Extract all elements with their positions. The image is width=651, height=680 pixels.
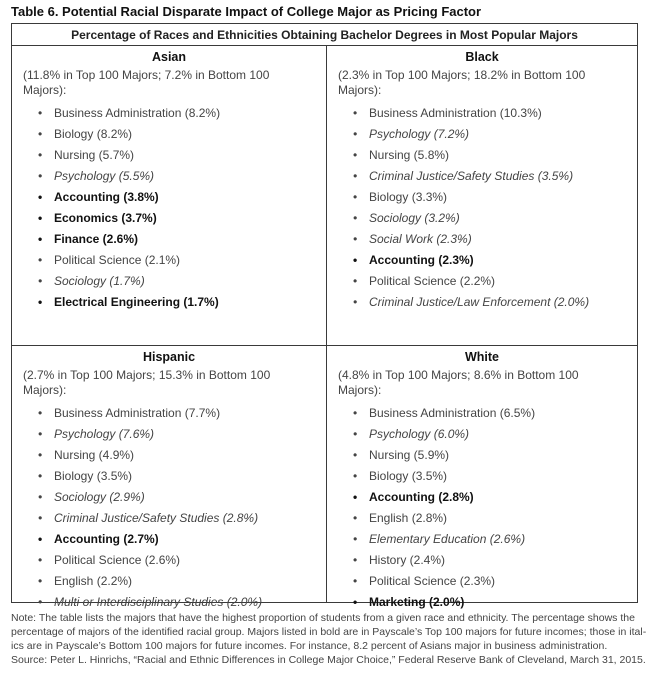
bullet-icon: •: [353, 427, 358, 441]
group-summary: (4.8% in Top 100 Majors; 8.6% in Bottom 100 Majors):: [338, 368, 579, 397]
bullet-icon: •: [38, 169, 43, 183]
major-label: Nursing (4.9%): [54, 448, 135, 462]
bullet-icon: •: [38, 574, 43, 588]
bullet-icon: •: [38, 106, 43, 120]
bullet-icon: •: [353, 532, 358, 546]
majors-table: [11, 23, 638, 609]
group-cell-hispanic: [12, 346, 327, 609]
bullet-icon: •: [353, 574, 358, 588]
major-label: Biology (8.2%): [54, 127, 133, 141]
major-label: Elementary Education (2.6%): [369, 532, 526, 546]
major-label: Political Science (2.1%): [54, 253, 181, 267]
majors-list: [38, 103, 322, 313]
bullet-icon: •: [353, 595, 358, 609]
group-cell-asian: [12, 46, 327, 346]
bullet-icon: •: [38, 211, 43, 225]
major-label: Accounting (2.3%): [369, 253, 474, 267]
table-title: Table 6. Potential Racial Disparate Impact of College Major as Pricing Factor: [11, 4, 482, 19]
major-item: [353, 592, 633, 613]
major-label: Business Administration (8.2%): [54, 106, 221, 120]
bullet-icon: •: [38, 427, 43, 441]
bullet-icon: •: [353, 127, 358, 141]
major-label: Business Administration (7.7%): [54, 406, 221, 420]
major-label: Psychology (6.0%): [369, 427, 470, 441]
major-item: [38, 229, 322, 250]
major-label: Business Administration (6.5%): [369, 406, 536, 420]
bullet-icon: •: [38, 190, 43, 204]
major-item: [38, 187, 322, 208]
major-item: [38, 592, 322, 613]
bullet-icon: •: [38, 295, 43, 309]
table-note: [11, 611, 647, 667]
majors-list: [353, 103, 633, 313]
bullet-icon: •: [353, 253, 358, 267]
major-label: Marketing (2.0%): [369, 595, 465, 609]
major-item: [38, 487, 322, 508]
bullet-icon: •: [353, 106, 358, 120]
table-header: Percentage of Races and Ethnicities Obtaining Bachelor Degrees in Most Popular Majors: [12, 24, 637, 46]
bullet-icon: •: [353, 295, 358, 309]
major-item: [38, 103, 322, 124]
bullet-icon: •: [353, 274, 358, 288]
major-item: [38, 424, 322, 445]
major-label: Psychology (5.5%): [54, 169, 155, 183]
major-item: [38, 403, 322, 424]
major-item: [38, 508, 322, 529]
majors-list: [38, 403, 322, 613]
major-item: [353, 403, 633, 424]
major-item: [353, 208, 633, 229]
major-item: [38, 250, 322, 271]
major-label: Biology (3.5%): [54, 469, 133, 483]
major-item: [353, 103, 633, 124]
major-item: [353, 124, 633, 145]
major-item: [38, 571, 322, 592]
bullet-icon: •: [38, 127, 43, 141]
bullet-icon: •: [38, 274, 43, 288]
major-label: Political Science (2.3%): [369, 574, 496, 588]
major-label: Nursing (5.7%): [54, 148, 135, 162]
bullet-icon: •: [353, 406, 358, 420]
bullet-icon: •: [38, 406, 43, 420]
major-item: [353, 229, 633, 250]
major-label: History (2.4%): [369, 553, 446, 567]
bullet-icon: •: [353, 232, 358, 246]
bullet-icon: •: [38, 148, 43, 162]
major-label: Psychology (7.2%): [369, 127, 470, 141]
major-item: [353, 550, 633, 571]
major-label: Business Administration (10.3%): [369, 106, 542, 120]
bullet-icon: •: [353, 148, 358, 162]
major-label: Biology (3.5%): [369, 469, 448, 483]
bullet-icon: •: [38, 553, 43, 567]
bullet-icon: •: [353, 469, 358, 483]
major-item: [38, 529, 322, 550]
major-label: Multi or Interdisciplinary Studies (2.0%): [54, 595, 263, 609]
bullet-icon: •: [38, 532, 43, 546]
major-item: [353, 487, 633, 508]
group-name: Black: [465, 50, 499, 64]
bullet-icon: •: [353, 169, 358, 183]
major-label: Biology (3.3%): [369, 190, 448, 204]
major-item: [353, 187, 633, 208]
group-name: Hispanic: [142, 350, 196, 364]
group-summary: (2.7% in Top 100 Majors; 15.3% in Bottom 100 Majors):: [23, 368, 271, 397]
major-label: Accounting (2.7%): [54, 532, 159, 546]
major-item: [353, 292, 633, 313]
major-label: Psychology (7.6%): [54, 427, 155, 441]
major-label: Criminal Justice/Law Enforcement (2.0%): [369, 295, 590, 309]
major-label: Finance (2.6%): [54, 232, 139, 246]
bullet-icon: •: [38, 253, 43, 267]
major-item: [38, 208, 322, 229]
major-item: [353, 466, 633, 487]
bullet-icon: •: [353, 511, 358, 525]
major-label: Nursing (5.9%): [369, 448, 450, 462]
major-label: Political Science (2.2%): [369, 274, 496, 288]
major-label: English (2.8%): [369, 511, 448, 525]
major-item: [38, 145, 322, 166]
bullet-icon: •: [38, 448, 43, 462]
bullet-icon: •: [353, 553, 358, 567]
note-line: Note: The table lists the majors that have the highest proportion of students from a given race and ethnicity. The percentage shows the: [11, 612, 635, 624]
major-item: [353, 424, 633, 445]
major-item: [38, 166, 322, 187]
group-name: Asian: [151, 50, 187, 64]
bullet-icon: •: [38, 511, 43, 525]
major-label: Economics (3.7%): [54, 211, 157, 225]
bullet-icon: •: [38, 595, 43, 609]
major-item: [353, 571, 633, 592]
bullet-icon: •: [38, 232, 43, 246]
major-label: Criminal Justice/Safety Studies (3.5%): [369, 169, 574, 183]
major-item: [38, 550, 322, 571]
major-label: Criminal Justice/Safety Studies (2.8%): [54, 511, 259, 525]
major-label: Electrical Engineering (1.7%): [54, 295, 219, 309]
major-label: Political Science (2.6%): [54, 553, 181, 567]
major-item: [353, 166, 633, 187]
major-item: [353, 271, 633, 292]
major-item: [353, 145, 633, 166]
group-summary: (11.8% in Top 100 Majors; 7.2% in Bottom 100 Majors):: [23, 68, 270, 97]
major-item: [353, 508, 633, 529]
major-label: Social Work (2.3%): [369, 232, 472, 246]
bullet-icon: •: [38, 490, 43, 504]
group-cell-black: [327, 46, 637, 346]
major-label: English (2.2%): [54, 574, 133, 588]
bullet-icon: •: [353, 490, 358, 504]
major-label: Accounting (2.8%): [369, 490, 474, 504]
bullet-icon: •: [353, 190, 358, 204]
major-item: [353, 250, 633, 271]
group-summary: (2.3% in Top 100 Majors; 18.2% in Bottom 100 Majors):: [338, 68, 586, 97]
major-label: Accounting (3.8%): [54, 190, 159, 204]
group-name: White: [464, 350, 500, 364]
group-cell-white: [327, 346, 637, 609]
source-line: Source: Peter L. Hinrichs, “Racial and Ethnic Differences in College Major Choice,” Federal Reserve Bank of Cleveland, March 31, 2015.: [11, 654, 646, 666]
bullet-icon: •: [38, 469, 43, 483]
bullet-icon: •: [353, 448, 358, 462]
note-line: percentage of majors of the identified racial group. Majors listed in bold are in Payscale’s Top 100 majors for future incomes; those in ital-: [11, 626, 647, 638]
bullet-icon: •: [353, 211, 358, 225]
major-label: Nursing (5.8%): [369, 148, 450, 162]
major-item: [38, 292, 322, 313]
major-item: [353, 529, 633, 550]
major-item: [353, 445, 633, 466]
major-item: [38, 124, 322, 145]
majors-list: [353, 403, 633, 613]
major-item: [38, 271, 322, 292]
major-item: [38, 445, 322, 466]
major-item: [38, 466, 322, 487]
major-label: Sociology (2.9%): [54, 490, 145, 504]
major-label: Sociology (1.7%): [54, 274, 145, 288]
note-line: ics are in Payscale’s Bottom 100 majors for future incomes. For instance, 8.2 percent of Asians major in business administration.: [11, 640, 608, 652]
major-label: Sociology (3.2%): [369, 211, 460, 225]
